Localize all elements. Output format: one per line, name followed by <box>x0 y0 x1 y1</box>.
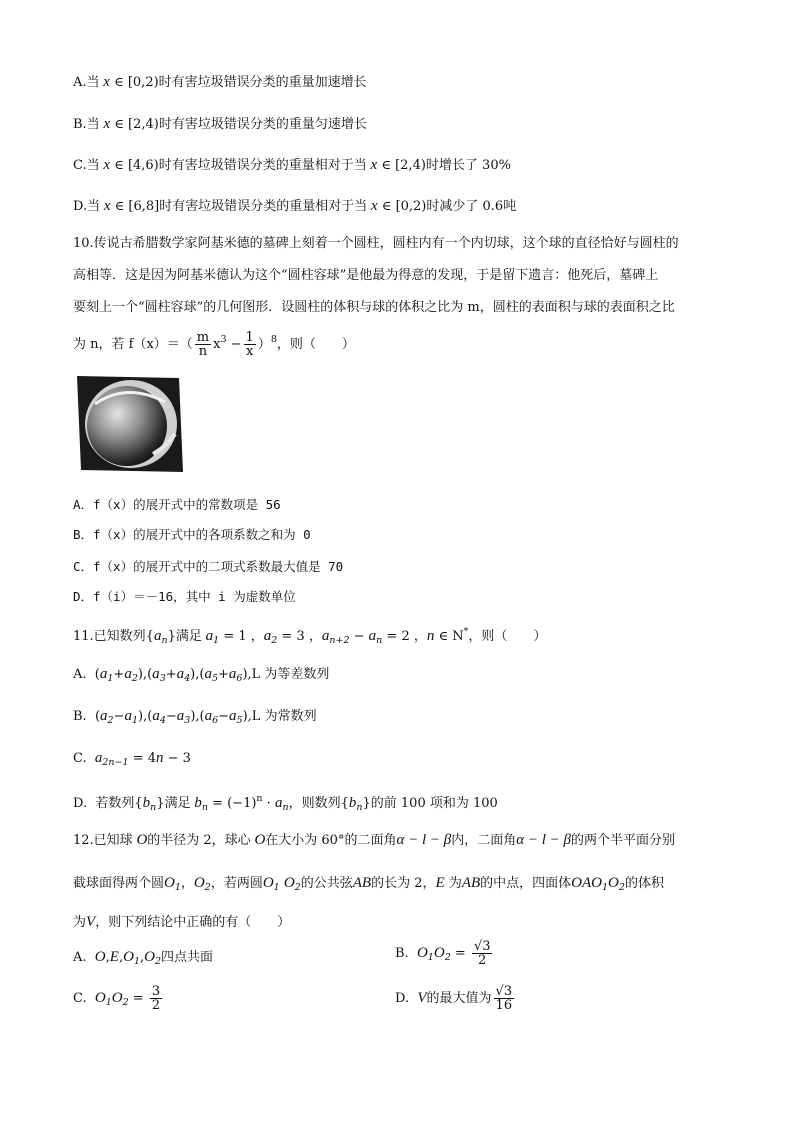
q12-option-d: D. V的最大值为 $\frac{√3}{16}$ <box>395 984 513 1013</box>
q9-option-c: C.当 x ∈ [4,6)时有害垃圾错误分类的重量相对于当 x ∈ [2,4)时增长了 30% <box>73 157 511 173</box>
q12-stem-line2: 截球面得两个圆$O_1$，$O_2$，若两圆$O_1$ $O_2$的公共弦AB的长为 2，E 为AB的中点，四面体$OAO_1O_2$的体积 <box>73 875 664 893</box>
q11-stem: 11.已知数列$\{a_n\}$满足 $a_1 = 1$ ，$a_2 = 3$ ，$a_{n+2} - a_n = 2$ ，n ∈ N*，则（ ） <box>73 626 547 646</box>
q12-option-b: B. $O_1O_2$ = $\frac{√3}{2}$ <box>395 939 491 968</box>
q10-stem-line4: 为 n，若 f（x）＝（ $\frac{m}{n}$ $x^3$ − $\frac{1}{x}$ ）$^8$，则（ ） <box>73 330 355 359</box>
fraction-m-over-n: $\frac{m}{n}$ <box>196 330 210 359</box>
q9-option-b: B.当 x ∈ [2,4)时有害垃圾错误分类的重量匀速增长 <box>73 116 367 132</box>
q10-stem-line1: 10.传说古希腊数学家阿基米德的墓碑上刻着一个圆柱，圆柱内有一个内切球，这个球的直径恰好与圆柱的 <box>73 236 679 251</box>
q10-stem-line2: 高相等．这是因为阿基米德认为这个“圆柱容球”是他最为得意的发现，于是留下遗言：他死后，墓碑上 <box>73 268 659 283</box>
q12-stem-line1: 12.已知球 O的半径为 2，球心 O在大小为 60°的二面角α − l − β内，二面角α − l − β的两个半平面分别 <box>73 832 676 848</box>
fraction-sqrt3-over-2: $\frac{√3}{2}$ <box>473 939 491 968</box>
q9-option-a: A.当 x ∈ [0,2)时有害垃圾错误分类的重量加速增长 <box>73 74 367 90</box>
q12-stem-line3: 为V，则下列结论中正确的有（ ） <box>73 914 291 930</box>
q10-option-a: A．f（x）的展开式中的常数项是 56 <box>73 497 281 512</box>
cylinder-sphere-figure <box>75 374 185 474</box>
q12-option-a: A. $O,E,O_1,O_2$四点共面 <box>73 949 214 967</box>
q12-option-c: C. $O_1O_2$ = $\frac{3}{2}$ <box>73 984 161 1013</box>
q10-stem-line3: 要刻上一个“圆柱容球”的几何图形．设圆柱的体积与球的体积之比为 m，圆柱的表面积与球的表面积之比 <box>73 300 675 315</box>
q11-option-d: D. 若数列$\{b_n\}$满足 $b_n = (-1)^n \cdot a_n$，则数列$\{b_n\}$的前 100 项和为 100 <box>73 793 498 813</box>
q10-option-c: C．f（x）的展开式中的二项式系数最大值是 70 <box>73 559 344 574</box>
q11-option-b: B. $(a_2-a_1),(a_4-a_3),(a_6-a_5),L$ 为常数列 <box>73 708 317 726</box>
q10-option-b: B．f（x）的展开式中的各项系数之和为 0 <box>73 527 311 542</box>
fraction-sqrt3-over-16: $\frac{√3}{16}$ <box>495 984 513 1013</box>
q11-option-a: A. $(a_1+a_2),(a_3+a_4),(a_5+a_6),L$ 为等差数列 <box>73 666 330 684</box>
q10-option-d: D．f（i）＝－16，其中 i 为虚数单位 <box>73 589 296 604</box>
q11-option-c: C. $a_{2n-1} = 4n - 3$ <box>73 750 191 768</box>
q9-option-d: D.当 x ∈ [6,8]时有害垃圾错误分类的重量相对于当 x ∈ [0,2)时减少了 0.6吨 <box>73 198 517 214</box>
fraction-1-over-x: $\frac{1}{x}$ <box>245 330 254 359</box>
fraction-3-over-2: $\frac{3}{2}$ <box>151 984 161 1013</box>
